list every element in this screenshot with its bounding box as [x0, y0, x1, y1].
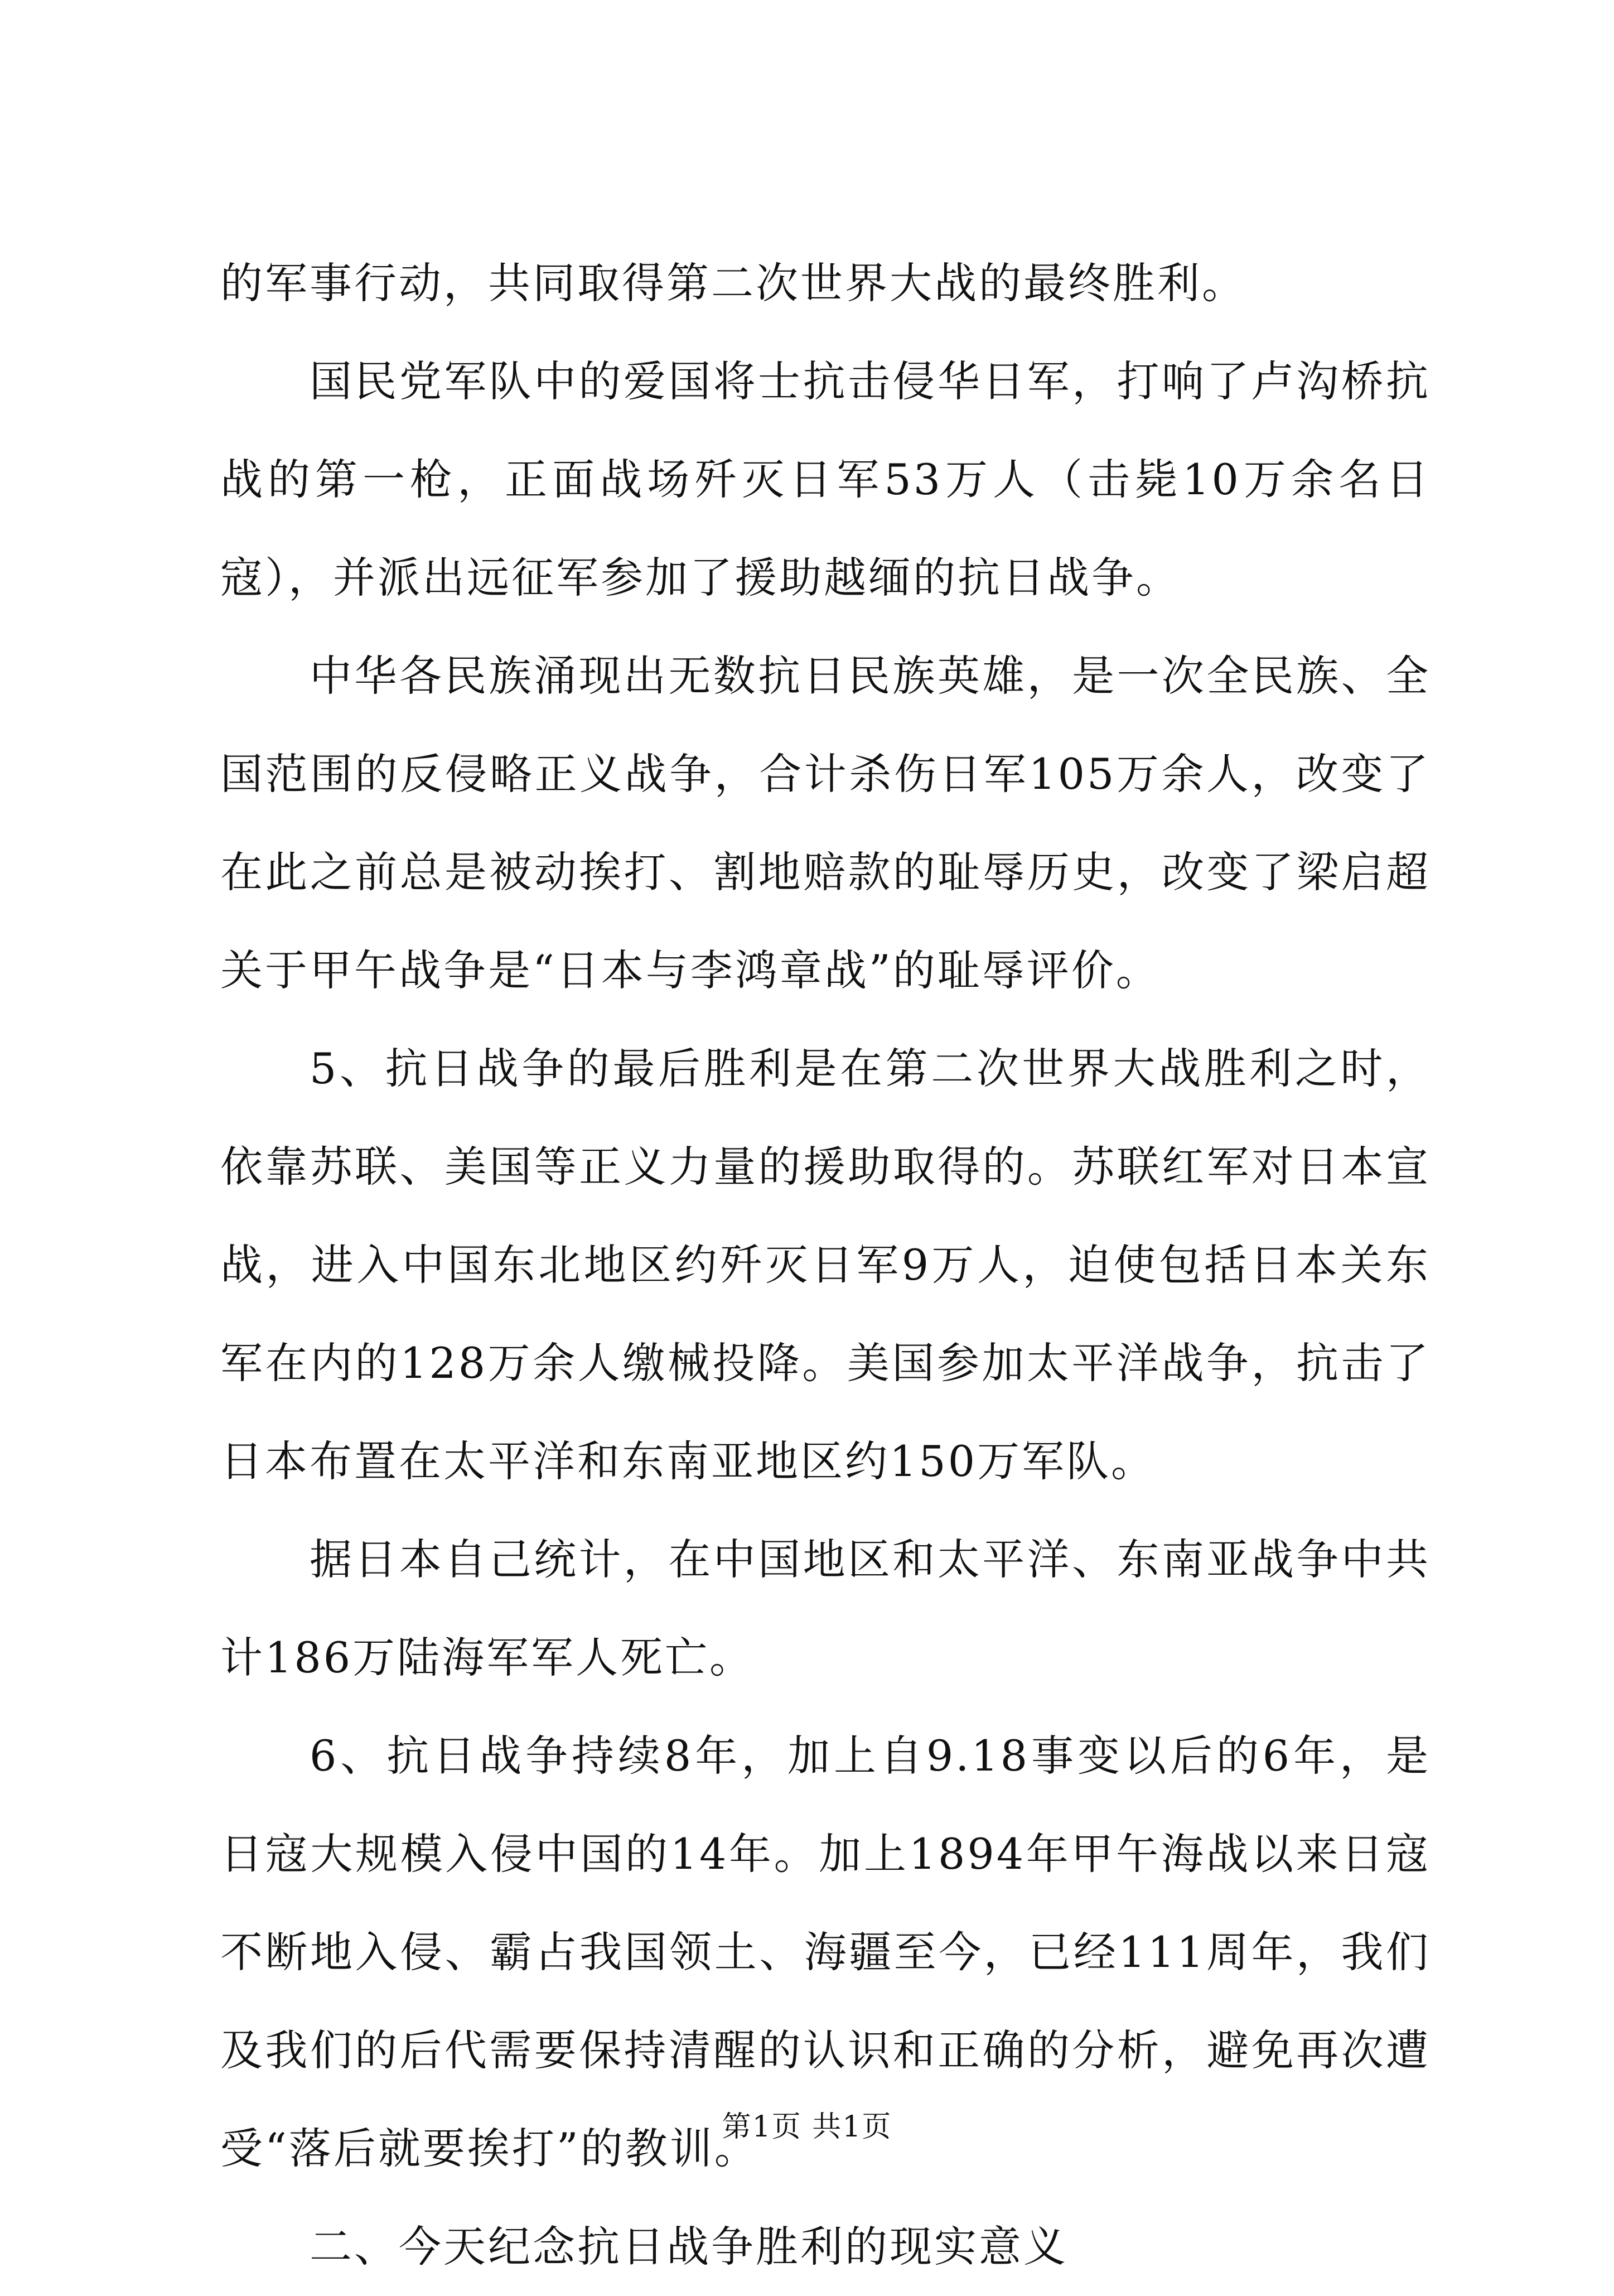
paragraph-3: 中华各民族涌现出无数抗日民族英雄，是一次全民族、全国范围的反侵略正义战争，合计杀伤日军105万余人，改变了在此之前总是被动挨打、割地赔款的耻辱历史，改变了梁启超关于甲午战争是“日本与李鸿章战”的耻辱评价。 [220, 651, 1431, 995]
paragraph-2: 国民党军队中的爱国将士抗击侵华日军，打响了卢沟桥抗战的第一枪，正面战场歼灭日军53万人（击毙10万余名日寇），并派出远征军参加了援助越缅的抗日战争。 [220, 356, 1431, 602]
paragraph-4: 5、抗日战争的最后胜利是在第二次世界大战胜利之时，依靠苏联、美国等正义力量的援助取得的。苏联红军对日本宣战，进入中国东北地区约歼灭日军9万人，迫使包括日本关东军在内的128万余人缴械投降。美国参加太平洋战争，抗击了日本布置在太平洋和东南亚地区约150万军队。 [220, 1044, 1431, 1486]
page-footer: 第1页 共1页 [722, 2110, 892, 2144]
document-body [220, 234, 1431, 2296]
paragraph-1: 的军事行动，共同取得第二次世界大战的最终胜利。 [220, 258, 1246, 308]
section-heading: 二、今天纪念抗日战争胜利的现实意义 [310, 2222, 1068, 2271]
paragraph-6: 6、抗日战争持续8年，加上自9.18事变以后的6年，是日寇大规模入侵中国的14年。加上1894年甲午海战以来日寇不断地入侵、霸占我国领土、海疆至今，已经111周年，我们及我们的后代需要保持清醒的认识和正确的分析，避免再次遭受“落后就要挨打”的教训。 [220, 1731, 1431, 2173]
paragraph-5: 据日本自己统计，在中国地区和太平洋、东南亚战争中共计186万陆海军军人死亡。 [220, 1535, 1431, 1682]
